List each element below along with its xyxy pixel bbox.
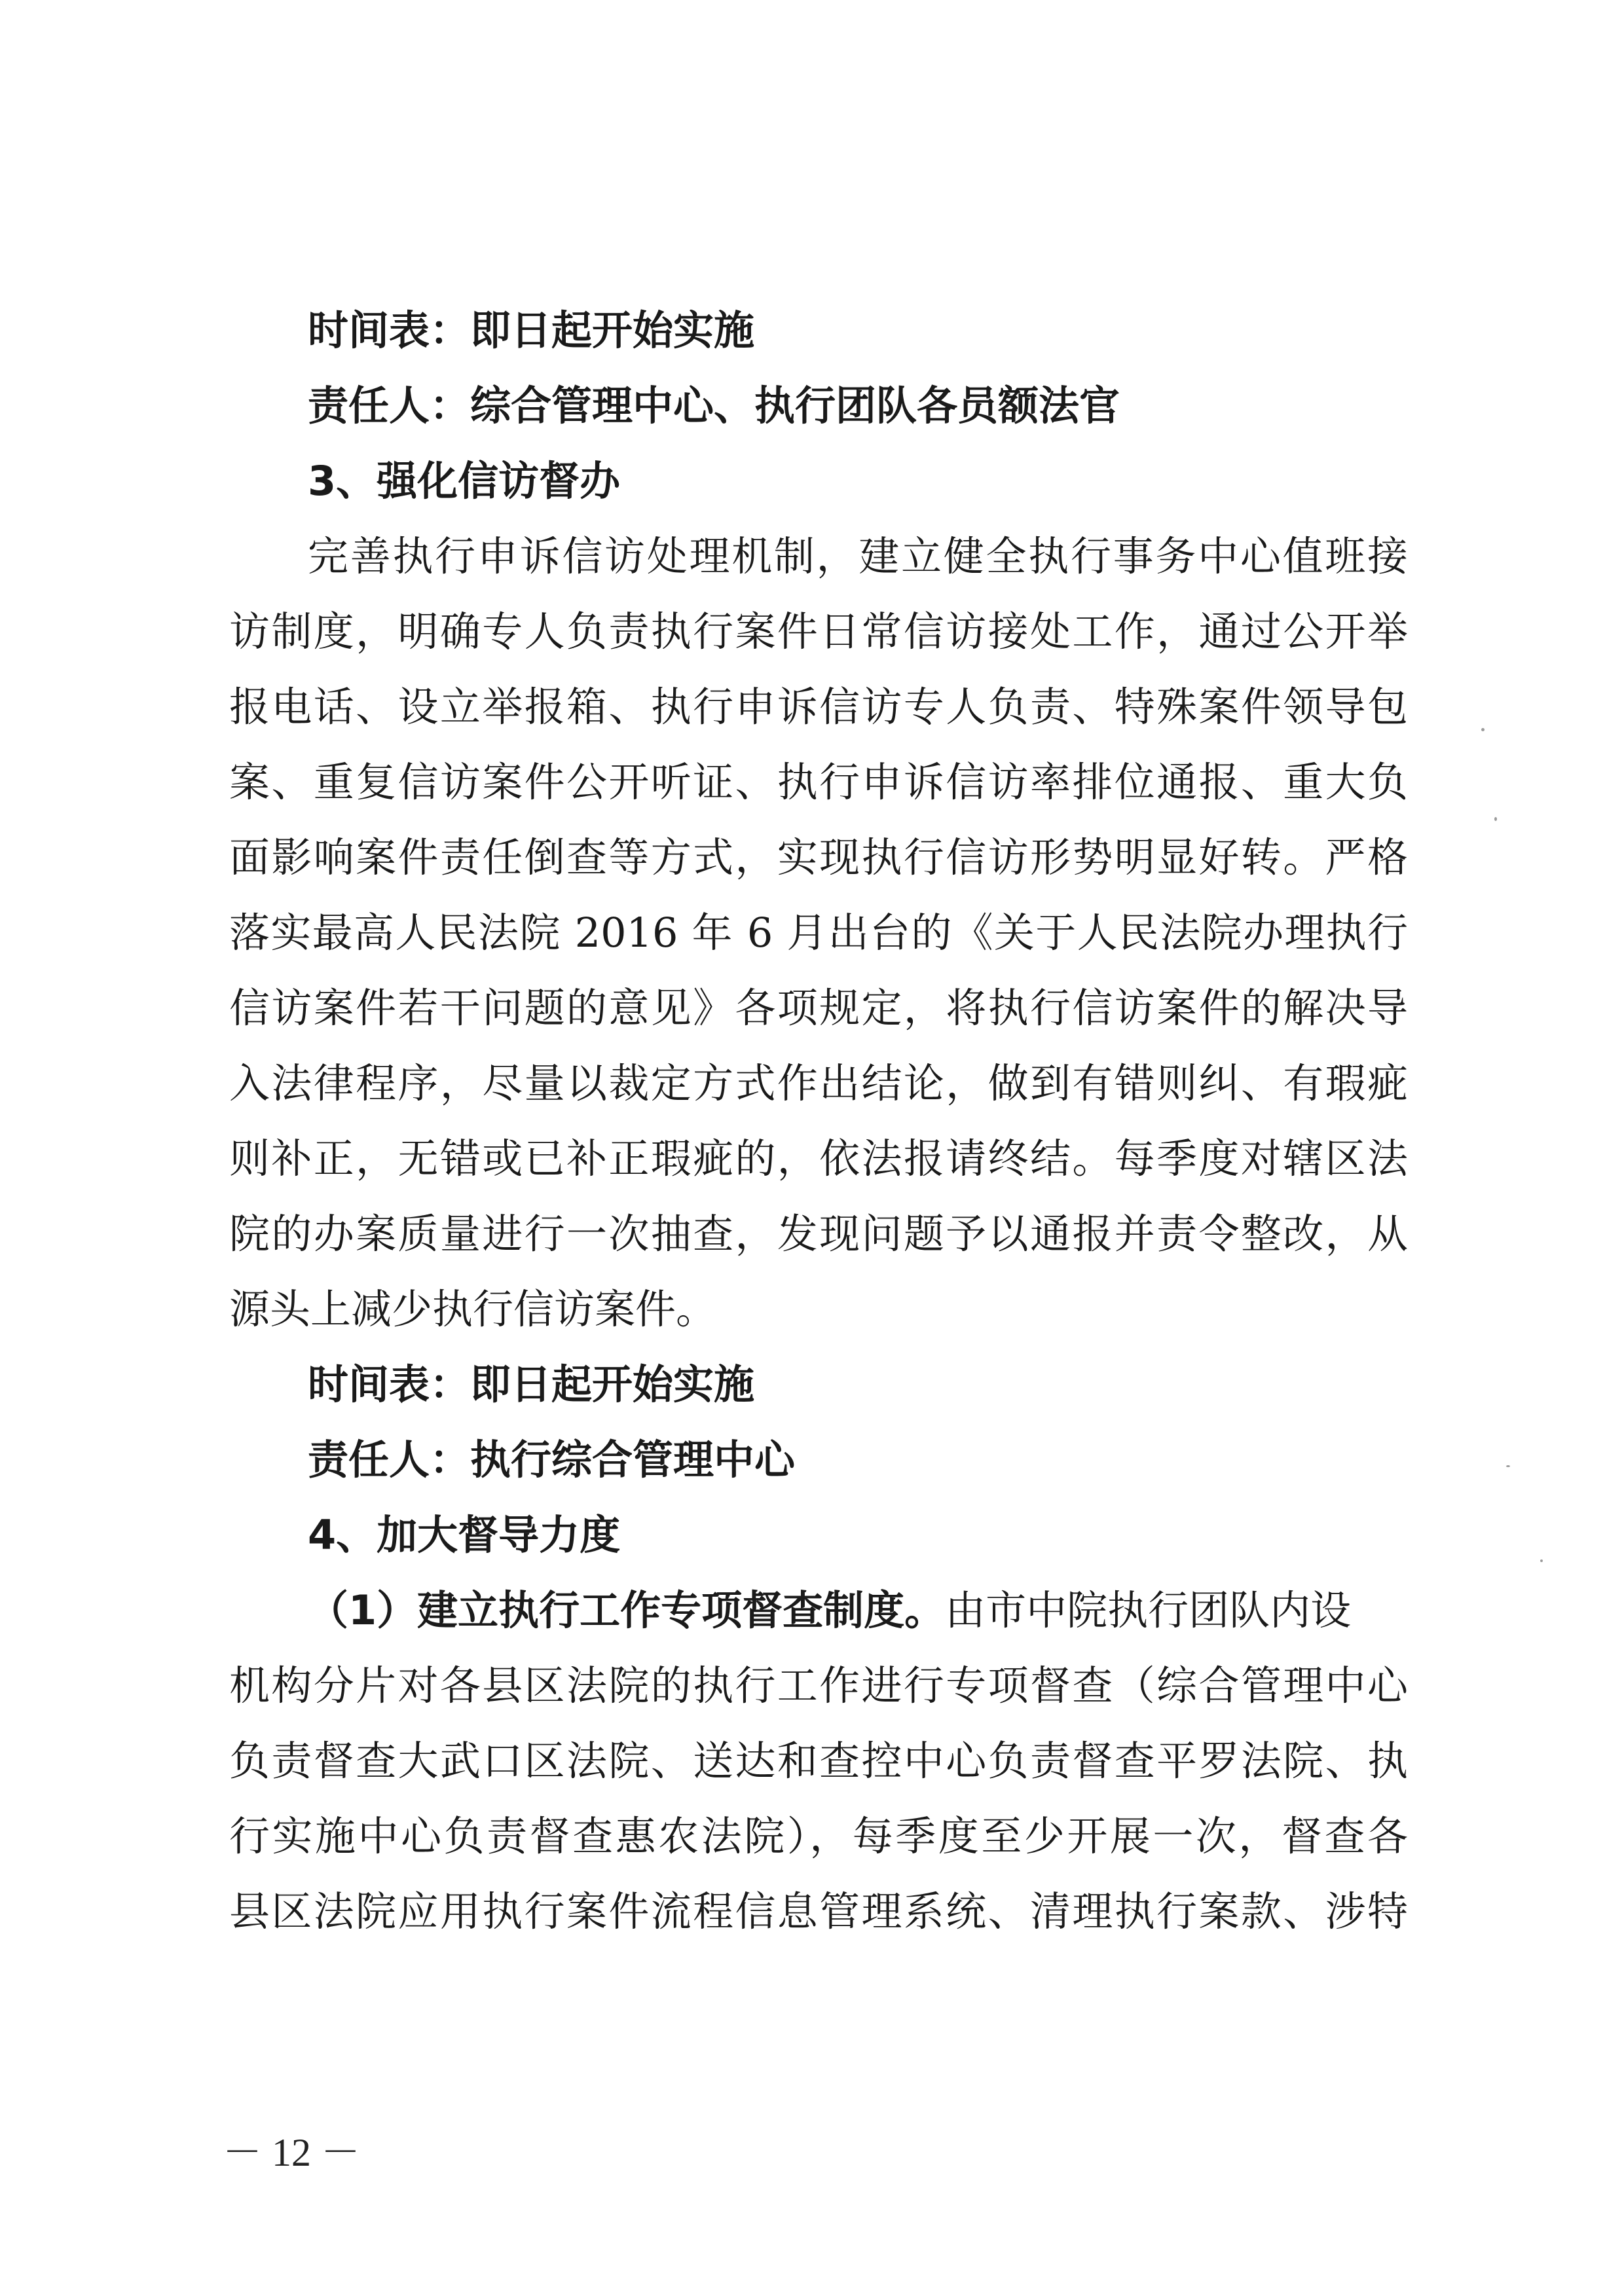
body-line: 报电话、设立举报箱、执行申诉信访专人负责、特殊案件领导包 — [229, 683, 1408, 731]
body-line: 信访案件若干问题的意见》各项规定，将执行信访案件的解决导 — [229, 984, 1408, 1032]
item-1-text: 由市中院执行团队内设 — [945, 1586, 1352, 1634]
scan-speck — [1540, 1559, 1543, 1562]
section-3-heading: 3、强化信访督办 — [308, 457, 621, 505]
responsible-line-1: 责任人：综合管理中心、执行团队各员额法官 — [308, 382, 1120, 429]
item-1-title: （1）建立执行工作专项督查制度。 — [308, 1586, 946, 1634]
responsible-line-2: 责任人：执行综合管理中心 — [308, 1436, 796, 1484]
page-number: － 12 － — [223, 2131, 360, 2174]
body-line: 县区法院应用执行案件流程信息管理系统、清理执行案款、涉特 — [229, 1887, 1408, 1935]
body-line: 行实施中心负责督查惠农法院），每季度至少开展一次，督查各 — [229, 1812, 1408, 1860]
body-line: 入法律程序，尽量以裁定方式作出结论，做到有错则纠、有瑕疵 — [229, 1059, 1408, 1107]
schedule-line-1: 时间表：即日起开始实施 — [308, 306, 755, 354]
body-line: 源头上减少执行信访案件。 — [229, 1285, 717, 1333]
section-4-heading: 4、加大督导力度 — [308, 1511, 621, 1559]
scan-speck — [1494, 817, 1497, 821]
body-line: 落实最高人民法院 2016 年 6 月出台的《关于人民法院办理执行 — [229, 909, 1408, 957]
body-line: 案、重复信访案件公开听证、执行申诉信访率排位通报、重大负 — [229, 758, 1408, 806]
schedule-line-2: 时间表：即日起开始实施 — [308, 1360, 755, 1408]
body-line: 院的办案质量进行一次抽查，发现问题予以通报并责令整改，从 — [229, 1210, 1408, 1258]
body-line: 负责督查大武口区法院、送达和查控中心负责督查平罗法院、执 — [229, 1737, 1408, 1785]
item-1-line — [308, 1588, 1408, 1633]
body-line: 则补正，无错或已补正瑕疵的，依法报请终结。每季度对辖区法 — [229, 1135, 1408, 1182]
body-line: 完善执行申诉信访处理机制，建立健全执行事务中心值班接 — [308, 532, 1408, 580]
body-line: 面影响案件责任倒查等方式，实现执行信访形势明显好转。严格 — [229, 833, 1408, 881]
scan-speck — [1481, 728, 1485, 731]
body-line: 机构分片对各县区法院的执行工作进行专项督查（综合管理中心 — [229, 1662, 1408, 1709]
body-line: 访制度，明确专人负责执行案件日常信访接处工作，通过公开举 — [229, 608, 1408, 655]
scan-speck — [1506, 1465, 1510, 1467]
